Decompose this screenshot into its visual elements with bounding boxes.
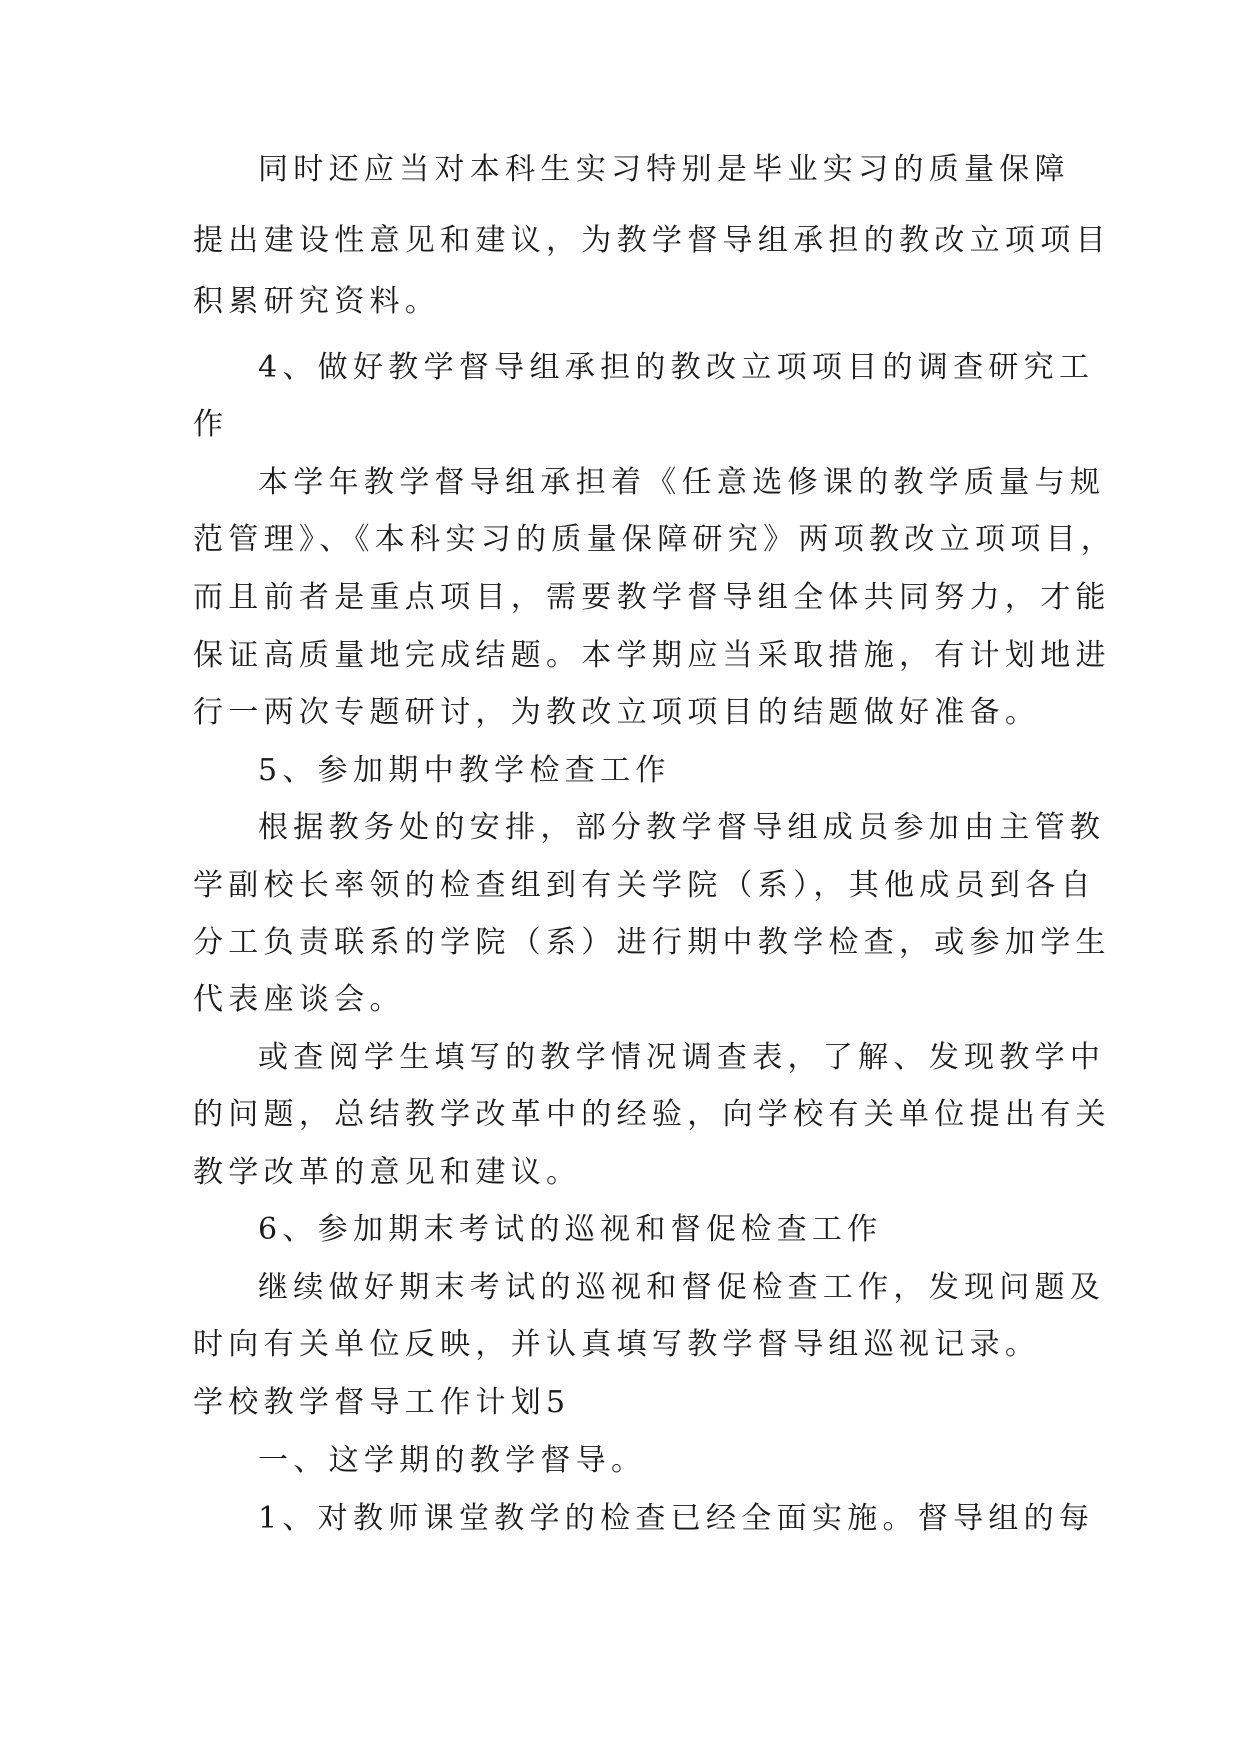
text-line: 的问题，总结教学改革中的经验，向学校有关单位提出有关 [193,1097,1111,1132]
text-line: 4、做好教学督导组承担的教改立项项目的调查研究工 [258,350,1095,385]
text-line: 范管理》、《本科实习的质量保障研究》两项教改立项项目， [193,522,1117,557]
text-line: 提出建设性意见和建议，为教学督导组承担的教改立项项目 [193,223,1111,258]
text-line: 分工负责联系的学院（系）进行期中教学检查，或参加学生 [193,925,1111,960]
text-line: 本学年教学督导组承担着《任意选修课的教学质量与规 [258,465,1106,500]
text-line: 同时还应当对本科生实习特别是毕业实习的质量保障 [258,152,1070,187]
text-line: 或查阅学生填写的教学情况调查表，了解、发现教学中 [258,1040,1106,1075]
text-line: 而且前者是重点项目，需要教学督导组全体共同努力，才能 [193,580,1111,615]
text-line: 保证高质量地完成结题。本学期应当采取措施，有计划地进 [193,638,1111,673]
text-line: 6、参加期末考试的巡视和督促检查工作 [258,1212,883,1247]
text-line: 行一两次专题研讨，为教改立项项目的结题做好准备。 [193,695,1041,730]
text-line: 学副校长率领的检查组到有关学院（系），其他成员到各自 [193,868,1096,903]
text-line: 时向有关单位反映，并认真填写教学督导组巡视记录。 [193,1327,1041,1362]
text-line: 5、参加期中教学检查工作 [258,753,671,788]
text-line: 作 [193,407,229,442]
text-line: 继续做好期末考试的巡视和督促检查工作，发现问题及 [258,1270,1106,1305]
text-line: 一、这学期的教学督导。 [258,1443,647,1478]
text-line: 1、对教师课堂教学的检查已经全面实施。督导组的每 [258,1501,1095,1536]
section-heading: 学校教学督导工作计划5 [193,1385,571,1420]
text-line: 代表座谈会。 [193,982,405,1017]
text-line: 积累研究资料。 [193,284,441,319]
text-line: 根据教务处的安排，部分教学督导组成员参加由主管教 [258,810,1106,845]
text-line: 教学改革的意见和建议。 [193,1155,582,1190]
